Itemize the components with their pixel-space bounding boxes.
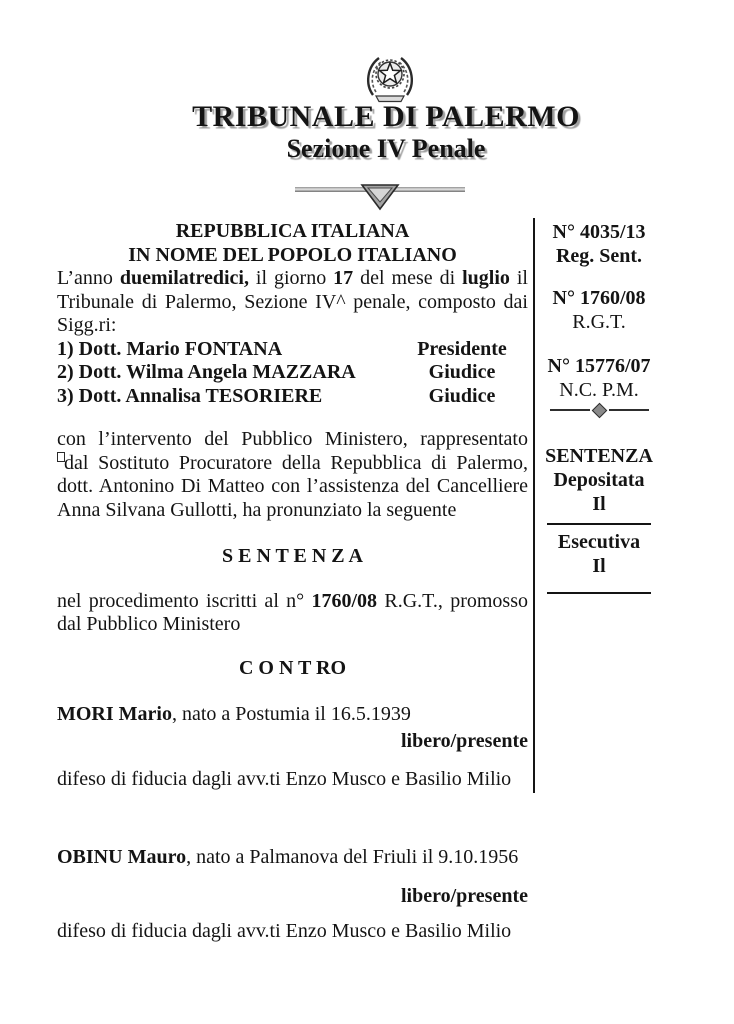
defendant-status: libero/presente — [400, 885, 528, 907]
court-section-subtitle: Sezione IV Penale — [286, 134, 486, 163]
defendant-line — [57, 846, 528, 870]
contro-heading: C O N T RO — [238, 656, 347, 679]
defendant-name: MORI Mario — [57, 703, 172, 725]
defendant-status: libero/presente — [400, 729, 528, 752]
esecutiva-label: Esecutiva — [557, 531, 641, 553]
date-line-1: L’anno duemilatredici, il giorno 17 del mese di luglio il — [57, 267, 528, 289]
prosecutor-line-3: dott. Antonino Di Matteo con l’assistenza del Cancelliere — [57, 475, 528, 497]
judge-name: 2) Dott. Wilma Angela MAZZARA — [57, 361, 356, 383]
judge-row — [57, 338, 528, 362]
defendant-name: OBINU Mauro — [57, 845, 187, 868]
reg-sent-number: N° 4035/13 — [552, 221, 646, 243]
prosecutor-line-4: Anna Silvana Gullotti, ha pronunziato la seguente — [57, 498, 457, 521]
diamond-divider-icon — [535, 404, 663, 416]
judge-name: 3) Dott. Annalisa TESORIERE — [57, 384, 323, 407]
judge-role: Giudice — [428, 361, 496, 383]
defendant-details: , nato a Palmanova del Friuli il 9.10.1956 — [186, 845, 519, 868]
proceeding-line-1: nel procedimento iscritti al n° 1760/08 R.G.T., promosso — [57, 589, 528, 612]
depositata-signature-line — [547, 523, 651, 525]
reg-sent-label: Reg. Sent. — [555, 245, 643, 267]
ncpm-label: N.C. P.M. — [559, 379, 639, 401]
judge-row — [57, 361, 528, 385]
italian-republic-emblem-icon — [362, 50, 418, 104]
prosecutor-line-1: con l’intervento del Pubblico Ministero, rappresentato — [57, 428, 528, 450]
judge-row — [57, 385, 528, 409]
judge-role: Presidente — [417, 337, 507, 360]
proceeding-paragraph — [57, 590, 528, 637]
judge-role: Giudice — [428, 384, 496, 407]
divider-triangle-icon — [360, 183, 400, 211]
esecutiva-signature-line — [547, 592, 651, 594]
prosecutor-paragraph — [57, 428, 528, 522]
depositata-il-label: Il — [592, 493, 606, 515]
judgment-body — [57, 220, 528, 943]
date-paragraph — [57, 267, 528, 338]
defense-counsel-line: difeso di fiducia dagli avv.ti Enzo Musco e Basilio Milio — [57, 919, 512, 942]
sentenza-heading: S E N T E N Z A — [222, 545, 363, 567]
ncpm-number: N° 15776/07 — [547, 355, 651, 377]
date-line-3: Sigg.ri: — [57, 314, 117, 336]
judge-name: 1) Dott. Mario FONTANA — [57, 337, 283, 360]
sidebar-sentenza-label: SENTENZA — [545, 445, 653, 467]
rgt-label: R.G.T. — [572, 311, 626, 333]
popolo-heading: IN NOME DEL POPOLO ITALIANO — [128, 243, 457, 266]
depositata-label: Depositata — [553, 469, 645, 491]
rgt-number: N° 1760/08 — [552, 287, 646, 309]
date-line-2: Tribunale di Palermo, Sezione IV^ penale, composto dai — [57, 290, 528, 313]
defendant-details: , nato a Postumia il 16.5.1939 — [171, 703, 411, 725]
defense-counsel-line: difeso di fiducia dagli avv.ti Enzo Musco e Basilio Milio — [57, 768, 512, 790]
esecutiva-il-label: Il — [592, 555, 606, 577]
republic-heading: REPUBBLICA ITALIANA — [175, 220, 410, 242]
registry-sidebar — [533, 218, 663, 793]
defendant-line — [57, 703, 528, 727]
prosecutor-line-2: dal Sostituto Procuratore della Repubblica di Palermo, — [57, 452, 528, 476]
court-title: TRIBUNALE DI PALERMO — [192, 100, 580, 133]
proceeding-line-2: dal Pubblico Ministero — [57, 613, 241, 635]
